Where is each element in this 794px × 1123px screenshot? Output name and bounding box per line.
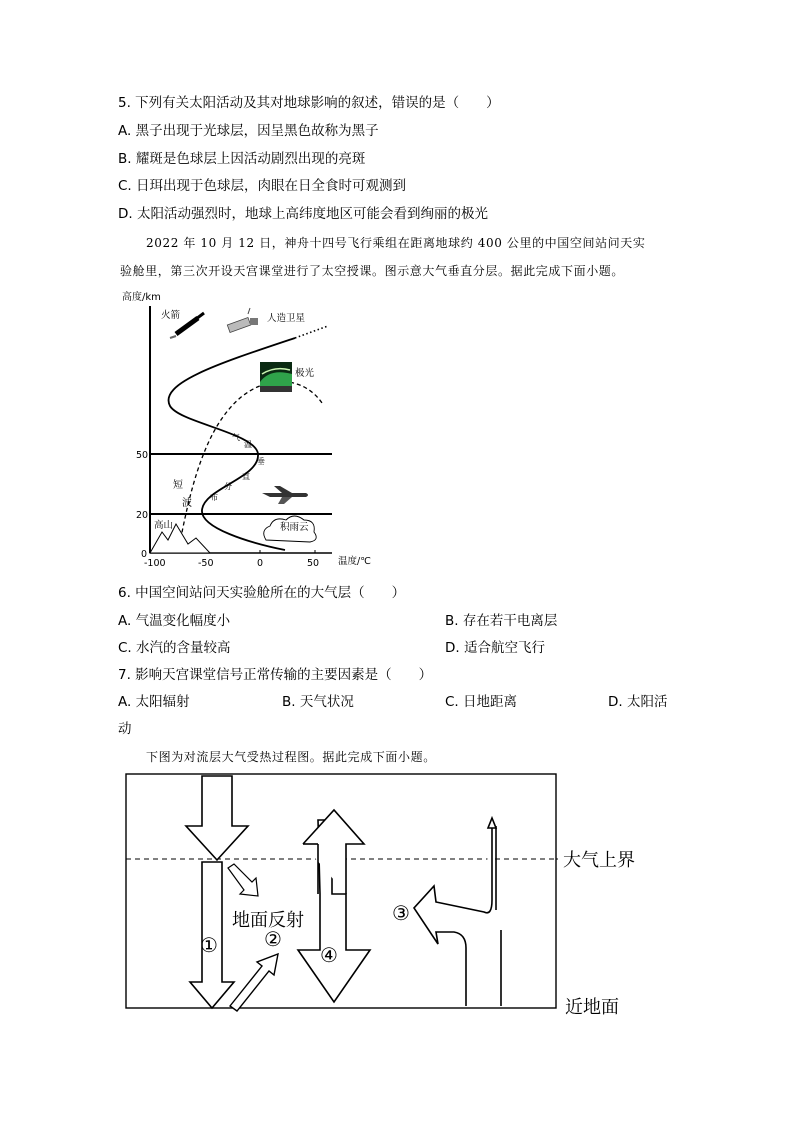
- q6-option-a: A. 气温变化幅度小: [118, 613, 231, 629]
- atmosphere-top-label: 大气上界: [563, 850, 635, 871]
- arrow-3: [414, 818, 501, 1006]
- aurora-label: 极光: [295, 368, 315, 379]
- x-tick-50: 50: [307, 558, 320, 569]
- curve-label-5: 分: [224, 482, 232, 491]
- marker-4: ④: [320, 943, 338, 967]
- heating-process-figure: [120, 770, 660, 1020]
- x-tick-0: 0: [257, 558, 264, 569]
- aurora-image: [260, 362, 292, 392]
- q6-option-b: B. 存在若干电离层: [445, 613, 558, 629]
- intro2: 下图为对流层大气受热过程图。据此完成下面小题。: [146, 750, 436, 764]
- curve-label-4: 直: [242, 472, 250, 481]
- airplane-icon: [262, 486, 308, 504]
- curve-label-1: 气: [232, 433, 240, 442]
- temperature-curve-dotted: [295, 326, 328, 338]
- satellite-label: 人造卫星: [267, 313, 306, 324]
- rocket-label: 火箭: [161, 310, 181, 321]
- marker-1: ①: [200, 933, 218, 957]
- y-tick-50: 50: [136, 450, 149, 461]
- q7-option-a: A. 太阳辐射: [118, 694, 190, 710]
- y-tick-20: 20: [136, 510, 149, 521]
- curve-label-6: 布: [210, 493, 218, 502]
- q7-option-c: C. 日地距离: [445, 694, 518, 710]
- q5-option-c: C. 日珥出现于色球层，肉眼在日全食时可观测到: [118, 178, 407, 194]
- mountain-label: 高山: [154, 520, 174, 531]
- q7-option-d: D. 太阳活: [608, 694, 668, 710]
- shortwave-label-2: 波: [182, 498, 192, 509]
- curve-label-2: 温: [244, 440, 252, 449]
- q6-option-d: D. 适合航空飞行: [445, 640, 545, 656]
- ground-reflection-label: 地面反射: [232, 910, 304, 931]
- x-tick--50: -50: [198, 558, 214, 569]
- y-tick-0: 0: [141, 549, 148, 560]
- q6-option-c: C. 水汽的含量较高: [118, 640, 231, 656]
- q5-stem: 5. 下列有关太阳活动及其对地球影响的叙述，错误的是（ ）: [118, 95, 500, 111]
- q7-option-b: B. 天气状况: [282, 694, 354, 710]
- incoming-radiation-arrow: [186, 776, 248, 860]
- cloud-label: 积雨云: [280, 522, 309, 533]
- reflection-arrow-small: [228, 864, 258, 896]
- q5-option-a: A. 黑子出现于光球层，因呈黑色故称为黑子: [118, 123, 379, 139]
- marker-2: ②: [264, 927, 282, 951]
- q5-option-d: D. 太阳活动强烈时，地球上高纬度地区可能会看到绚丽的极光: [118, 206, 488, 222]
- satellite-icon: [227, 308, 258, 333]
- q7-option-d-wrap: 动: [118, 721, 132, 737]
- ground-label: 近地面: [565, 997, 619, 1018]
- curve-label-3: 垂: [257, 457, 265, 466]
- q5-option-b: B. 耀斑是色球层上因活动剧烈出现的亮斑: [118, 151, 366, 167]
- q6-stem: 6. 中国空间站问天实验舱所在的大气层（ ）: [118, 585, 406, 601]
- intro1-line1: 2022 年 10 月 12 日，神舟十四号飞行乘组在距离地球约 400 公里的中国空间站问天实: [146, 236, 646, 250]
- x-tick--100: -100: [144, 558, 166, 569]
- shortwave-label-1: 短: [173, 480, 183, 491]
- intro1-line2: 验舱里，第三次开设天宫课堂进行了太空授课。图示意大气垂直分层。据此完成下面小题。: [120, 264, 625, 278]
- arrow-2: [230, 954, 278, 1011]
- y-axis-label: 高度/km: [122, 292, 161, 303]
- atmosphere-layer-figure: [110, 288, 370, 578]
- x-axis-label: 温度/℃: [338, 556, 371, 567]
- q7-stem: 7. 影响天宫课堂信号正常传输的主要因素是（ ）: [118, 667, 433, 683]
- marker-3: ③: [392, 901, 410, 925]
